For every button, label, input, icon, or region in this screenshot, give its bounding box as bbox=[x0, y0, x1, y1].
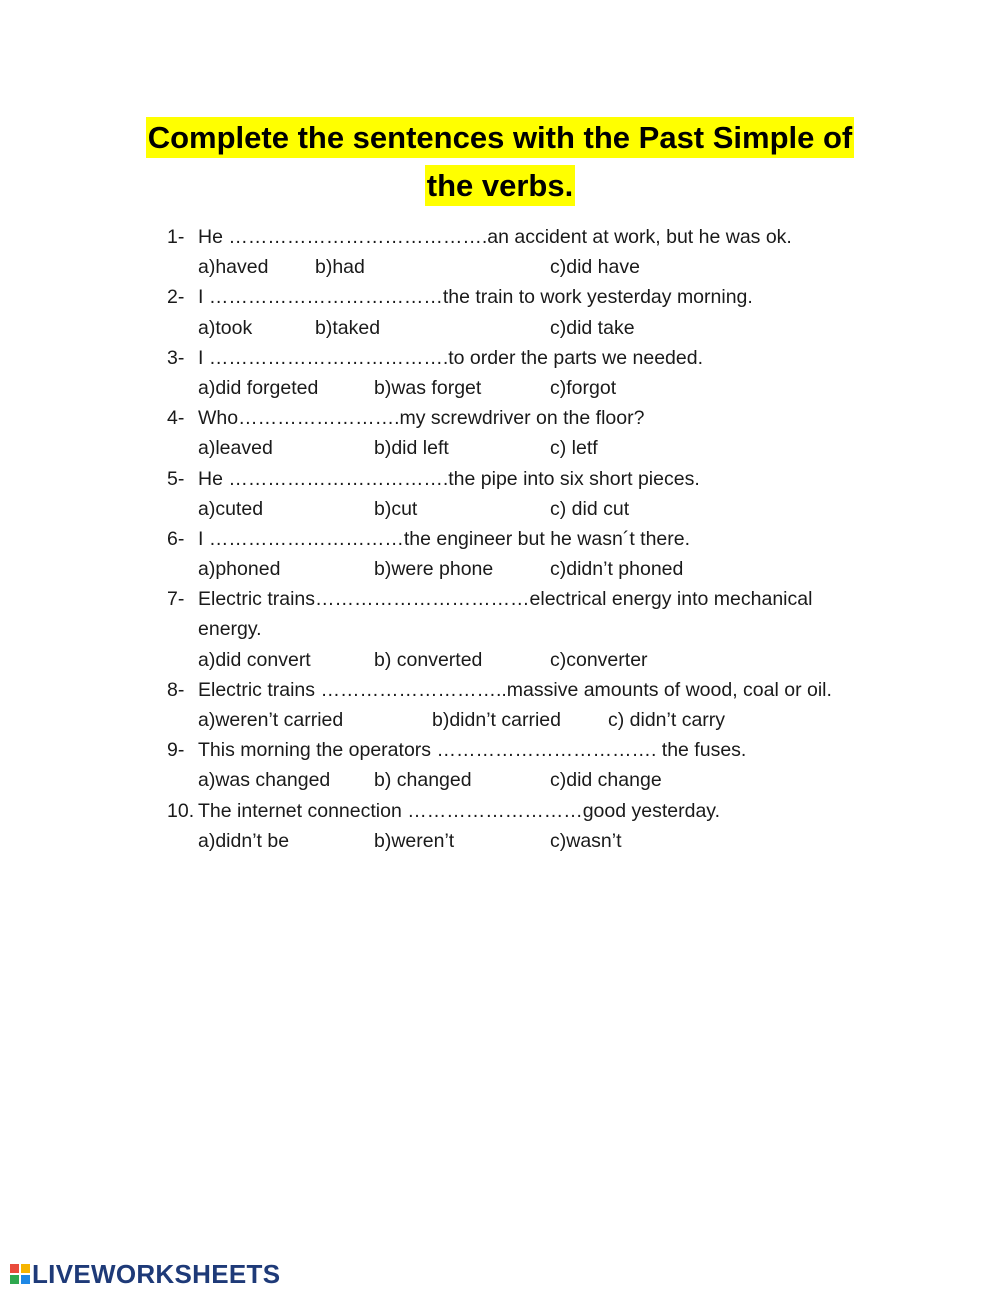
question-5 bbox=[0, 464, 1000, 494]
option-c[interactable]: c)forgot bbox=[550, 376, 617, 399]
option-c[interactable]: c)didn’t phoned bbox=[550, 558, 684, 581]
options-9 bbox=[0, 765, 1000, 795]
option-a[interactable]: a)didn’t be bbox=[198, 829, 290, 852]
options-4 bbox=[0, 433, 1000, 463]
option-b[interactable]: b)had bbox=[315, 256, 365, 279]
question-number: 10. bbox=[167, 799, 195, 822]
option-b[interactable]: b)taked bbox=[315, 316, 381, 339]
question-text: The internet connection ………………………good yesterday. bbox=[198, 799, 721, 822]
question-text-continued: energy. bbox=[198, 618, 262, 641]
title-line-2: the verbs. bbox=[425, 165, 575, 206]
options-7 bbox=[0, 645, 1000, 675]
question-6 bbox=[0, 524, 1000, 554]
option-a[interactable]: a)was changed bbox=[198, 769, 331, 792]
option-c[interactable]: c) did cut bbox=[550, 497, 630, 520]
question-number: 9- bbox=[167, 739, 185, 762]
question-9 bbox=[0, 735, 1000, 765]
option-b[interactable]: b)were phone bbox=[374, 558, 494, 581]
question-number: 8- bbox=[167, 678, 185, 701]
question-7-continued bbox=[0, 614, 1000, 644]
question-text: I …………………………the engineer but he wasn´t there. bbox=[198, 527, 691, 550]
worksheet-title bbox=[0, 114, 1000, 210]
options-1 bbox=[0, 252, 1000, 282]
option-a[interactable]: a)leaved bbox=[198, 437, 273, 460]
question-text: This morning the operators ……………………………. the fuses. bbox=[198, 739, 747, 762]
option-b[interactable]: b)was forget bbox=[374, 376, 482, 399]
option-c[interactable]: c)wasn’t bbox=[550, 829, 622, 852]
logo-icon bbox=[10, 1264, 30, 1284]
option-c[interactable]: c) didn’t carry bbox=[608, 709, 726, 731]
options-5 bbox=[0, 494, 1000, 524]
options-8 bbox=[0, 705, 1000, 735]
option-a[interactable]: a)took bbox=[198, 316, 253, 339]
question-text: Electric trains……………………………electrical energy into mechanical bbox=[198, 588, 813, 611]
option-b[interactable]: b)weren’t bbox=[374, 829, 455, 852]
option-b[interactable]: b)didn’t carried bbox=[432, 709, 561, 731]
option-c[interactable]: c)did take bbox=[550, 316, 635, 339]
options-6 bbox=[0, 554, 1000, 584]
option-a[interactable]: a)weren’t carried bbox=[198, 709, 344, 731]
question-number: 3- bbox=[167, 346, 185, 369]
option-a[interactable]: a)did forgeted bbox=[198, 376, 319, 399]
liveworksheets-logo[interactable] bbox=[10, 1259, 280, 1289]
question-text: Electric trains ………………………..massive amounts of wood, coal or oil. bbox=[198, 678, 832, 701]
option-b[interactable]: b)cut bbox=[374, 497, 418, 520]
question-1 bbox=[0, 222, 1000, 252]
question-2 bbox=[0, 282, 1000, 312]
question-list bbox=[0, 222, 1000, 856]
question-8 bbox=[0, 675, 1000, 705]
option-b[interactable]: b) converted bbox=[374, 648, 483, 671]
options-2 bbox=[0, 313, 1000, 343]
option-b[interactable]: b) changed bbox=[374, 769, 472, 792]
question-text: He …………………………….the pipe into six short pieces. bbox=[198, 467, 700, 490]
option-c[interactable]: c)converter bbox=[550, 648, 648, 671]
question-7 bbox=[0, 584, 1000, 614]
question-number: 4- bbox=[167, 407, 185, 430]
question-number: 5- bbox=[167, 467, 185, 490]
question-number: 1- bbox=[167, 226, 185, 248]
logo-text: LIVEWORKSHEETS bbox=[32, 1258, 281, 1289]
option-c[interactable]: c)did change bbox=[550, 769, 662, 792]
options-3 bbox=[0, 373, 1000, 403]
question-text: He ………………………………….an accident at work, but he was ok. bbox=[198, 226, 792, 248]
option-a[interactable]: a)haved bbox=[198, 256, 269, 279]
question-text: I ……………………………….to order the parts we needed. bbox=[198, 346, 704, 369]
option-c[interactable]: c)did have bbox=[550, 256, 640, 279]
question-10 bbox=[0, 796, 1000, 826]
option-c[interactable]: c) letf bbox=[550, 437, 598, 460]
option-a[interactable]: a)phoned bbox=[198, 558, 281, 581]
question-3 bbox=[0, 343, 1000, 373]
question-number: 7- bbox=[167, 588, 185, 611]
option-b[interactable]: b)did left bbox=[374, 437, 449, 460]
option-a[interactable]: a)did convert bbox=[198, 648, 311, 671]
options-10 bbox=[0, 826, 1000, 856]
question-number: 2- bbox=[167, 286, 185, 309]
question-text: I ………………………………the train to work yesterday morning. bbox=[198, 286, 753, 309]
option-a[interactable]: a)cuted bbox=[198, 497, 264, 520]
question-number: 6- bbox=[167, 527, 185, 550]
title-line-1: Complete the sentences with the Past Simple of bbox=[146, 117, 855, 158]
question-text: Who…………………….my screwdriver on the floor? bbox=[198, 407, 645, 430]
question-4 bbox=[0, 403, 1000, 433]
